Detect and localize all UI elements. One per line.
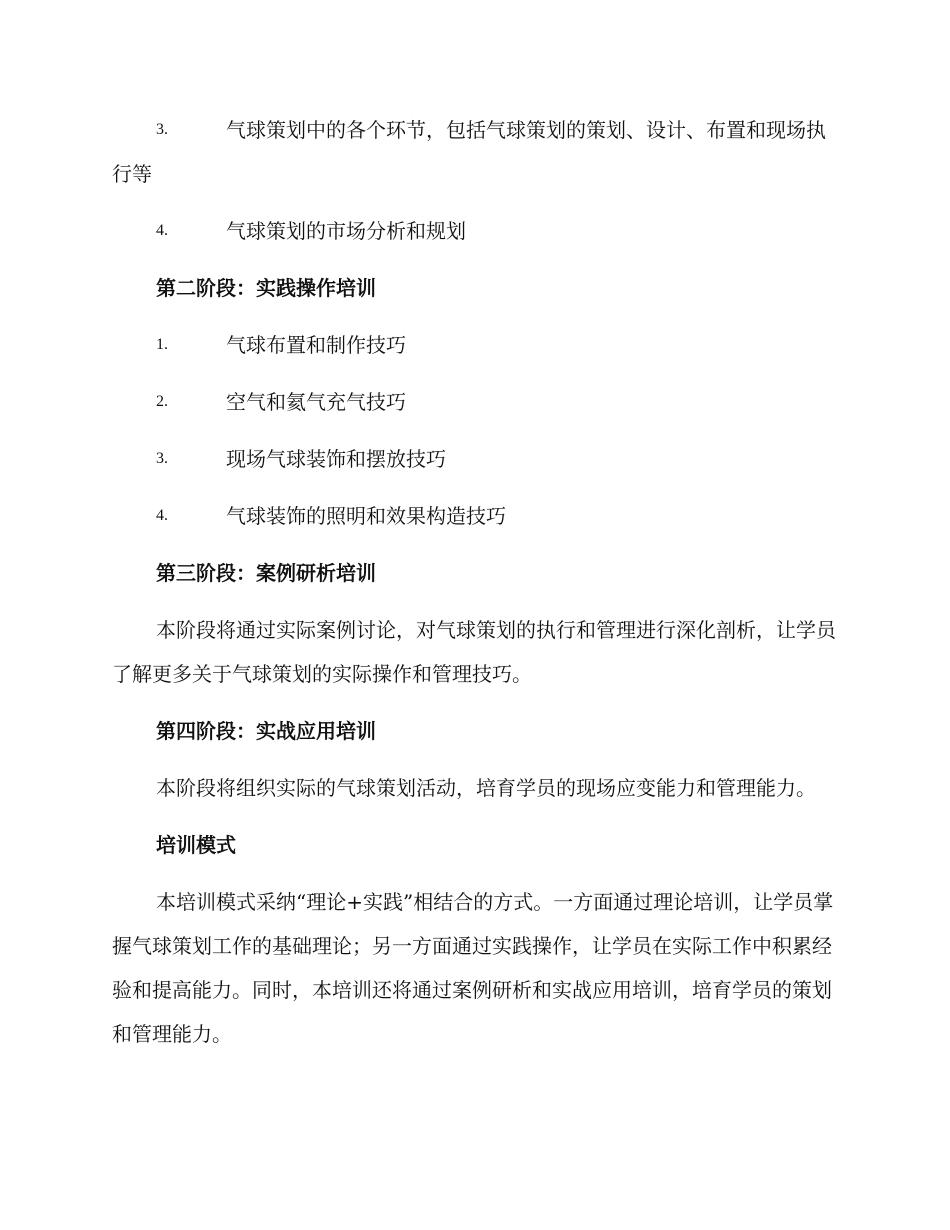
list-text: 气球装饰的照明和效果构造技巧 [226,504,506,528]
list-item [0,108,838,196]
list-number: 3. [156,450,168,467]
list-number: 4. [156,222,168,239]
list-text: 气球布置和制作技巧 [226,333,406,357]
list-number: 3. [156,121,168,138]
list-item [112,437,838,481]
list-text: 现场气球装饰和摆放技巧 [226,447,446,471]
list-number: 4. [156,507,168,524]
document-content [112,108,838,1069]
list-number: 1. [156,336,168,353]
section-heading-training-mode: 培训模式 [156,833,236,857]
paragraph-training-mode: 本培训模式采纳“理论+实践”相结合的方式。一方面通过理论培训，让学员掌握气球策划工作的基础理论；另一方面通过实践操作，让学员在实际工作中积累经验和提高能力。同时，本培训还将通过案例研析和实战应用培训，培育学员的策划和管理能力。 [112,890,834,1046]
list-item [112,323,838,367]
section-heading-stage-3: 第三阶段：案例研析培训 [156,561,376,585]
list-text: 空气和氦气充气技巧 [226,390,406,414]
paragraph-stage-4: 本阶段将组织实际的气球策划活动，培育学员的现场应变能力和管理能力。 [156,776,816,800]
list-text: 气球策划的市场分析和规划 [226,219,466,243]
list-item [112,209,838,253]
list-item [112,380,838,424]
section-heading-stage-4: 第四阶段：实战应用培训 [156,719,376,743]
list-item [112,494,838,538]
list-number: 2. [156,393,168,410]
paragraph-stage-3: 本阶段将通过实际案例讨论，对气球策划的执行和管理进行深化剖析，让学员了解更多关于气球策划的实际操作和管理技巧。 [112,618,836,686]
list-text: 气球策划中的各个环节，包括气球策划的策划、设计、布置和现场执行等 [112,118,826,186]
section-heading-stage-2: 第二阶段：实践操作培训 [156,276,376,300]
